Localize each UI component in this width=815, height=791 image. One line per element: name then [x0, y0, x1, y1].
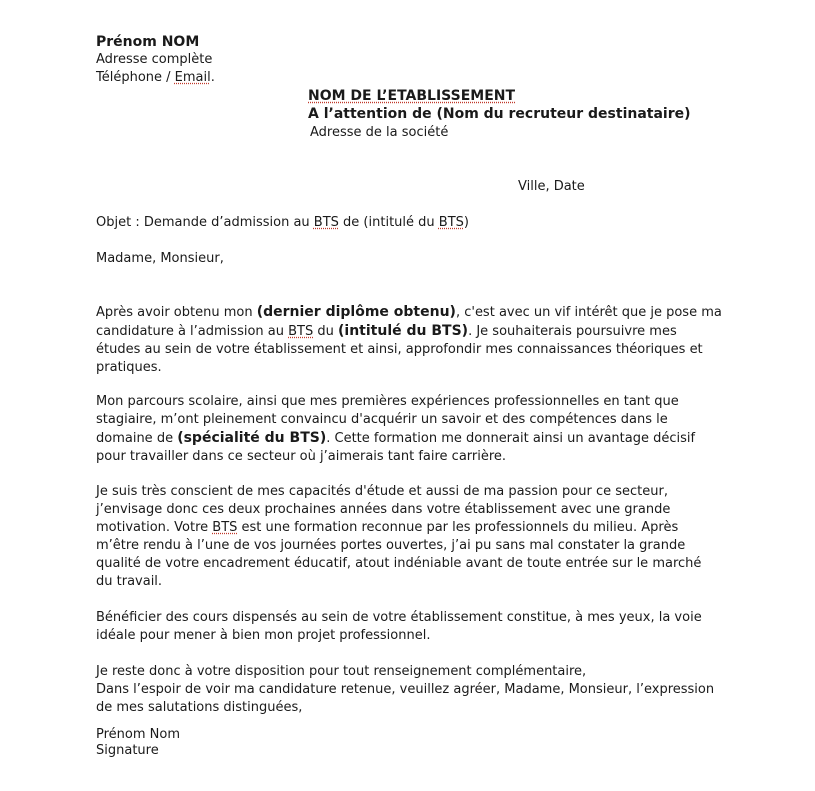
paragraph-line: m’être rendu à l’une de vos journées portes ouvertes, j’ai pu sans mal constater la grande — [96, 538, 686, 553]
placeholder-bts-title: (intitulé du BTS) — [338, 323, 469, 339]
paragraph-line: Dans l’espoir de voir ma candidature retenue, veuillez agréer, Madame, Monsieur, l’expression — [96, 682, 715, 697]
paragraph-line — [96, 429, 736, 448]
sender-phone-label: Téléphone / — [96, 70, 175, 85]
subject-middle: de (intitulé du — [338, 215, 439, 230]
paragraph-line — [96, 322, 736, 341]
paragraph-line: Je suis très conscient de mes capacités d'étude et aussi de ma passion pour ce secteur, — [96, 484, 668, 499]
text-run: . Cette formation me donnerait ainsi un avantage décisif — [326, 431, 696, 446]
text-run: domaine de — [96, 431, 178, 446]
salutation: Madame, Monsieur, — [96, 251, 224, 266]
paragraph-line: Bénéficier des cours dispensés au sein de votre établissement constitue, à mes yeux, la voie — [96, 610, 702, 625]
bts-term: BTS — [212, 520, 238, 535]
paragraph-line: stagiaire, m’ont pleinement convaincu d'acquérir un savoir et des compétences dans le — [96, 412, 668, 427]
paragraph-line: idéale pour mener à bien mon projet professionnel. — [96, 628, 431, 643]
paragraph-line: Je reste donc à votre disposition pour tout renseignement complémentaire, — [96, 664, 587, 679]
paragraph-1 — [96, 303, 736, 377]
bts-term: BTS — [288, 324, 314, 339]
paragraph-line: pour travailler dans ce secteur où j’aimerais tant faire carrière. — [96, 449, 507, 464]
sender-email-label: Email — [174, 70, 211, 85]
sender-address: Adresse complète — [96, 52, 213, 67]
paragraph-4 — [96, 609, 736, 645]
recipient-address: Adresse de la société — [310, 125, 449, 140]
subject-bts: BTS — [313, 215, 339, 230]
recipient-attention: A l’attention de (Nom du recruteur destinataire) — [308, 106, 691, 122]
paragraph-line: du travail. — [96, 574, 163, 589]
sender-contact — [96, 69, 215, 87]
paragraph-line: Mon parcours scolaire, ainsi que mes premières expériences professionnelles en tant que — [96, 394, 679, 409]
text-run: , c'est avec un vif intérêt que je pose ma — [455, 305, 722, 320]
sender-name: Prénom NOM — [96, 34, 200, 50]
text-run: Après avoir obtenu mon — [96, 305, 257, 320]
paragraph-5 — [96, 663, 736, 717]
text-run: . Je souhaiterais poursuivre mes — [468, 324, 677, 339]
text-run: du — [313, 324, 339, 339]
subject-bts-2: BTS — [438, 215, 464, 230]
paragraph-line: de mes salutations distinguées, — [96, 700, 303, 715]
paragraph-line — [96, 303, 736, 322]
paragraph-line: pratiques. — [96, 360, 162, 375]
closing-signature: Signature — [96, 743, 159, 758]
subject-prefix: Objet : Demande d’admission au — [96, 215, 314, 230]
recipient-establishment-text: NOM DE L’ETABLISSEMENT — [308, 88, 516, 104]
recipient-establishment — [308, 87, 515, 105]
paragraph-line: j’envisage donc ces deux prochaines années dans votre établissement avec une grande — [96, 502, 671, 517]
text-run: est une formation reconnue par les professionnels du milieu. Après — [237, 520, 679, 535]
placeholder-last-diploma: (dernier diplôme obtenu) — [256, 304, 456, 320]
text-run: candidature à l’admission au — [96, 324, 289, 339]
sender-contact-suffix: . — [210, 70, 215, 85]
paragraph-line: études au sein de votre établissement et ainsi, approfondir mes connaissances théoriques et — [96, 342, 703, 357]
paragraph-3 — [96, 483, 736, 591]
paragraph-line — [96, 519, 736, 537]
subject-line — [96, 214, 469, 232]
text-run: motivation. Votre — [96, 520, 213, 535]
placeholder-bts-specialty: (spécialité du BTS) — [177, 430, 327, 446]
paragraph-line: qualité de votre encadrement éducatif, atout indéniable avant de toute entrée sur le marché — [96, 556, 702, 571]
closing-name: Prénom Nom — [96, 727, 180, 742]
paragraph-2 — [96, 393, 736, 466]
place-date: Ville, Date — [518, 179, 585, 194]
subject-suffix: ) — [463, 215, 469, 230]
